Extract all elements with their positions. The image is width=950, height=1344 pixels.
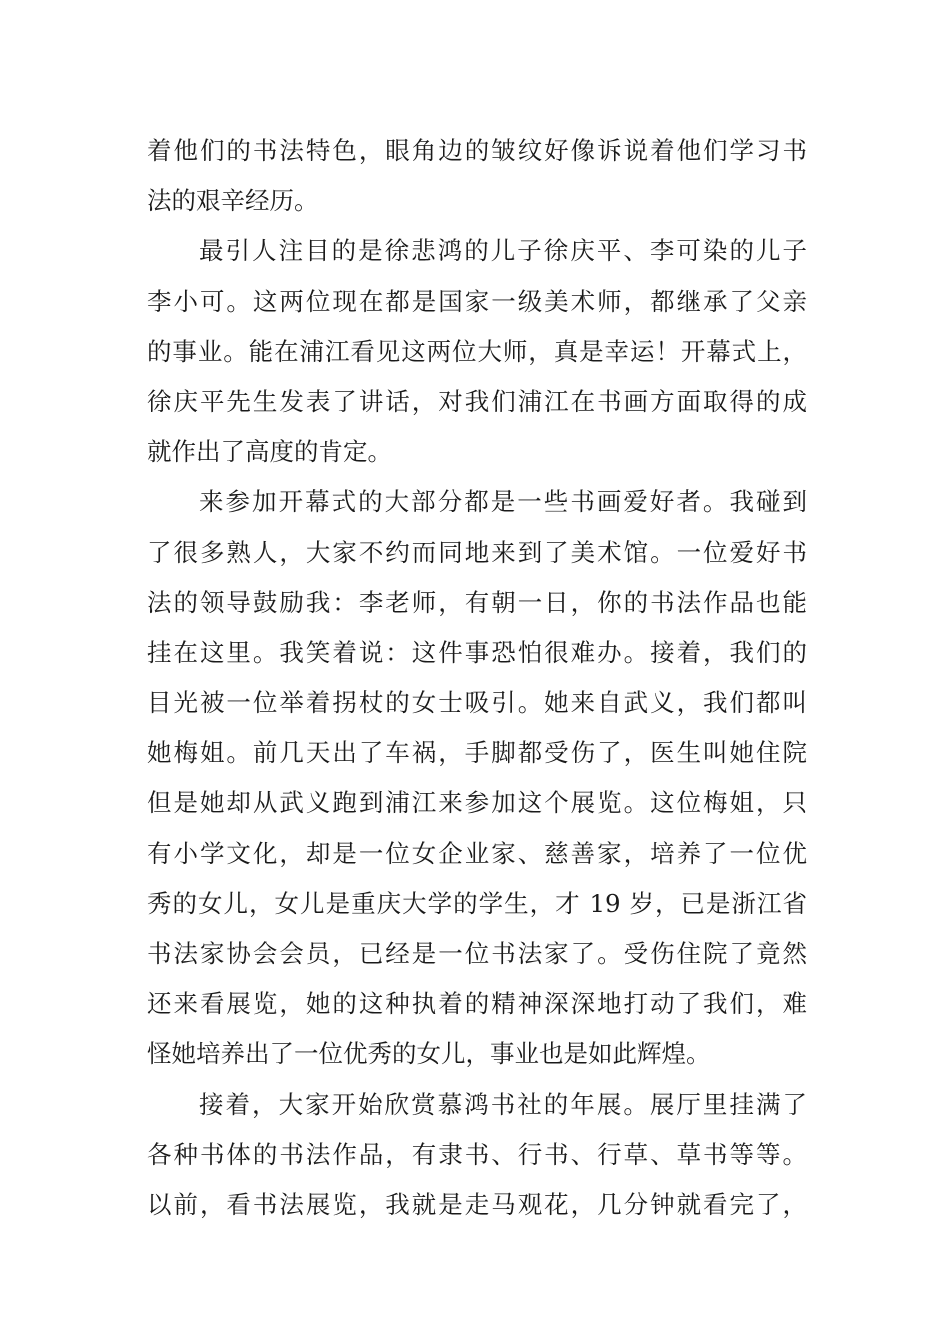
text-line: 最引人注目的是徐悲鸿的儿子徐庆平、李可染的儿子	[199, 236, 807, 266]
text-line: 目光被一位举着拐杖的女士吸引。她来自武义，我们都叫	[147, 688, 807, 718]
text-line: 但是她却从武义跑到浦江来参加这个展览。这位梅姐，只	[147, 788, 807, 818]
text-line: 书法家协会会员，已经是一位书法家了。受伤住院了竟然	[147, 939, 807, 968]
text-line: 徐庆平先生发表了讲话，对我们浦江在书画方面取得的成	[147, 386, 807, 416]
text-line: 各种书体的书法作品，有隶书、行书、行草、草书等等。	[147, 1139, 807, 1169]
text-line: 来参加开幕式的大部分都是一些书画爱好者。我碰到	[199, 487, 807, 517]
text-line: 法的领导鼓励我：李老师，有朝一日，你的书法作品也能	[147, 587, 807, 617]
text-line: 以前，看书法展览，我就是走马观花，几分钟就看完了，	[147, 1189, 807, 1219]
text-line: 怪她培养出了一位优秀的女儿，事业也是如此辉煌。	[147, 1039, 711, 1069]
body-text	[147, 126, 807, 1230]
text-line: 她梅姐。前几天出了车祸，手脚都受伤了，医生叫她住院	[147, 738, 807, 768]
text-line: 法的艰辛经历。	[147, 186, 319, 216]
text-line: 秀的女儿，女儿是重庆大学的学生，才 19 岁，已是浙江省	[147, 888, 807, 918]
text-line: 了很多熟人，大家不约而同地来到了美术馆。一位爱好书	[147, 537, 807, 567]
text-line: 还来看展览，她的这种执着的精神深深地打动了我们，难	[147, 989, 807, 1019]
text-line: 的事业。能在浦江看见这两位大师，真是幸运！开幕式上，	[147, 336, 807, 366]
text-line: 李小可。这两位现在都是国家一级美术师，都继承了父亲	[147, 286, 807, 316]
text-line: 挂在这里。我笑着说：这件事恐怕很难办。接着，我们的	[147, 637, 807, 667]
text-line: 接着，大家开始欣赏慕鸿书社的年展。展厅里挂满了	[199, 1089, 807, 1119]
text-line: 着他们的书法特色，眼角边的皱纹好像诉说着他们学习书	[147, 136, 807, 165]
text-line: 就作出了高度的肯定。	[147, 437, 392, 467]
text-line: 有小学文化，却是一位女企业家、慈善家，培养了一位优	[147, 838, 807, 868]
